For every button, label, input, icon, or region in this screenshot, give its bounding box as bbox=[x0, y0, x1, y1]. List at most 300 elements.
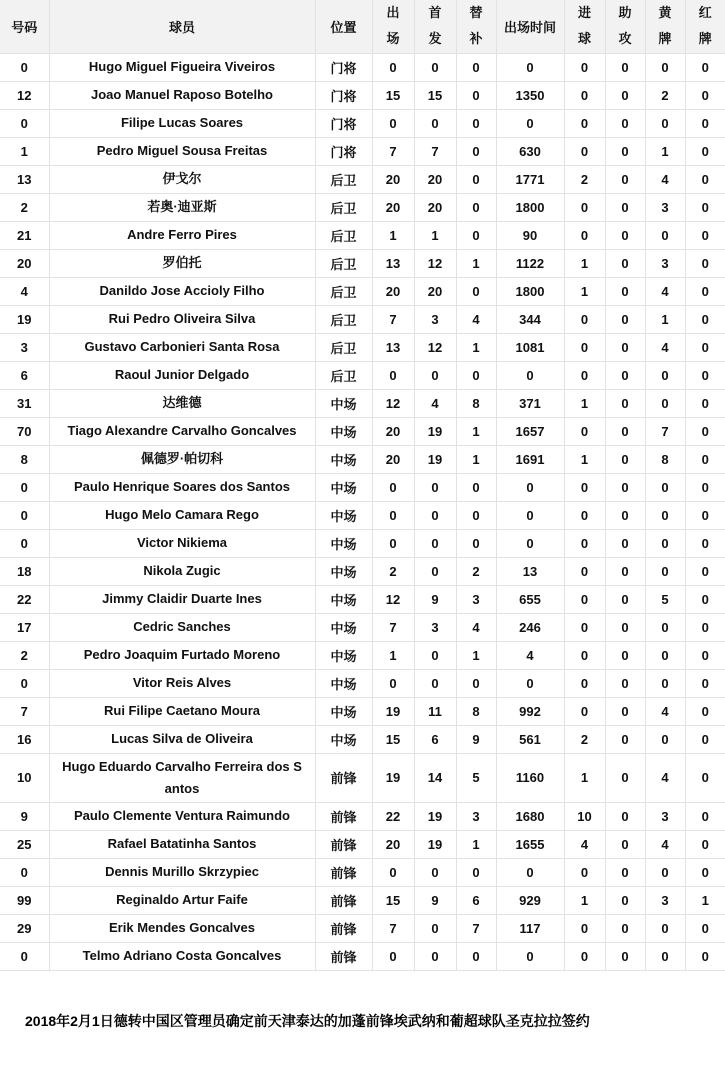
cell-appearances: 0 bbox=[372, 942, 414, 970]
cell-assists: 0 bbox=[605, 109, 645, 137]
cell-goals: 0 bbox=[564, 109, 605, 137]
column-header-red-cards bbox=[685, 0, 725, 53]
column-header-label: 出场时间 bbox=[503, 19, 556, 35]
column-header-label: 球员 bbox=[168, 19, 195, 35]
cell-starts: 12 bbox=[414, 249, 456, 277]
cell-substitute: 4 bbox=[456, 305, 496, 333]
cell-player: 佩德罗·帕切科 bbox=[49, 445, 315, 473]
cell-yellow-cards: 4 bbox=[645, 333, 685, 361]
cell-player: Erik Mendes Goncalves bbox=[49, 914, 315, 942]
cell-starts: 4 bbox=[414, 389, 456, 417]
cell-goals: 1 bbox=[564, 249, 605, 277]
column-header-number bbox=[0, 0, 49, 53]
cell-yellow-cards: 4 bbox=[645, 697, 685, 725]
cell-red-cards: 0 bbox=[685, 445, 725, 473]
cell-substitute: 1 bbox=[456, 445, 496, 473]
cell-starts: 0 bbox=[414, 473, 456, 501]
cell-minutes: 630 bbox=[496, 137, 564, 165]
table-row bbox=[0, 81, 725, 109]
cell-goals: 1 bbox=[564, 753, 605, 802]
column-header-label: 红牌 bbox=[698, 5, 712, 47]
table-row bbox=[0, 445, 725, 473]
cell-goals: 0 bbox=[564, 669, 605, 697]
cell-assists: 0 bbox=[605, 81, 645, 109]
cell-number: 0 bbox=[0, 501, 49, 529]
cell-goals: 1 bbox=[564, 277, 605, 305]
cell-substitute: 1 bbox=[456, 417, 496, 445]
table-row bbox=[0, 641, 725, 669]
cell-position: 门将 bbox=[315, 53, 372, 81]
cell-substitute: 8 bbox=[456, 389, 496, 417]
cell-minutes: 4 bbox=[496, 641, 564, 669]
cell-yellow-cards: 0 bbox=[645, 725, 685, 753]
cell-player: Paulo Henrique Soares dos Santos bbox=[49, 473, 315, 501]
table-row bbox=[0, 137, 725, 165]
cell-minutes: 0 bbox=[496, 529, 564, 557]
cell-goals: 10 bbox=[564, 802, 605, 830]
cell-minutes: 1160 bbox=[496, 753, 564, 802]
cell-assists: 0 bbox=[605, 753, 645, 802]
cell-starts: 0 bbox=[414, 361, 456, 389]
cell-assists: 0 bbox=[605, 221, 645, 249]
table-row bbox=[0, 585, 725, 613]
cell-minutes: 0 bbox=[496, 669, 564, 697]
cell-red-cards: 0 bbox=[685, 137, 725, 165]
cell-minutes: 0 bbox=[496, 942, 564, 970]
cell-position: 后卫 bbox=[315, 249, 372, 277]
cell-number: 12 bbox=[0, 81, 49, 109]
table-row bbox=[0, 669, 725, 697]
cell-goals: 1 bbox=[564, 445, 605, 473]
cell-goals: 0 bbox=[564, 473, 605, 501]
cell-number: 0 bbox=[0, 109, 49, 137]
cell-substitute: 0 bbox=[456, 942, 496, 970]
cell-goals: 0 bbox=[564, 361, 605, 389]
cell-substitute: 6 bbox=[456, 886, 496, 914]
cell-red-cards: 0 bbox=[685, 557, 725, 585]
cell-number: 9 bbox=[0, 802, 49, 830]
cell-substitute: 9 bbox=[456, 725, 496, 753]
cell-red-cards: 0 bbox=[685, 613, 725, 641]
cell-number: 0 bbox=[0, 529, 49, 557]
cell-position: 门将 bbox=[315, 81, 372, 109]
table-row bbox=[0, 221, 725, 249]
cell-starts: 0 bbox=[414, 53, 456, 81]
cell-minutes: 1771 bbox=[496, 165, 564, 193]
cell-position: 后卫 bbox=[315, 221, 372, 249]
cell-yellow-cards: 1 bbox=[645, 305, 685, 333]
cell-assists: 0 bbox=[605, 886, 645, 914]
cell-minutes: 0 bbox=[496, 501, 564, 529]
cell-starts: 19 bbox=[414, 445, 456, 473]
cell-substitute: 3 bbox=[456, 585, 496, 613]
cell-minutes: 344 bbox=[496, 305, 564, 333]
cell-red-cards: 0 bbox=[685, 473, 725, 501]
cell-position: 前锋 bbox=[315, 753, 372, 802]
cell-yellow-cards: 0 bbox=[645, 53, 685, 81]
cell-player: Andre Ferro Pires bbox=[49, 221, 315, 249]
cell-yellow-cards: 0 bbox=[645, 389, 685, 417]
cell-red-cards: 0 bbox=[685, 802, 725, 830]
cell-substitute: 0 bbox=[456, 858, 496, 886]
cell-substitute: 3 bbox=[456, 802, 496, 830]
cell-position: 中场 bbox=[315, 557, 372, 585]
cell-minutes: 1800 bbox=[496, 277, 564, 305]
cell-goals: 0 bbox=[564, 137, 605, 165]
cell-number: 19 bbox=[0, 305, 49, 333]
cell-position: 前锋 bbox=[315, 914, 372, 942]
cell-goals: 0 bbox=[564, 613, 605, 641]
cell-yellow-cards: 0 bbox=[645, 529, 685, 557]
cell-substitute: 0 bbox=[456, 165, 496, 193]
cell-number: 6 bbox=[0, 361, 49, 389]
cell-position: 中场 bbox=[315, 669, 372, 697]
cell-starts: 0 bbox=[414, 914, 456, 942]
table-row bbox=[0, 501, 725, 529]
cell-assists: 0 bbox=[605, 417, 645, 445]
cell-number: 25 bbox=[0, 830, 49, 858]
cell-player: Cedric Sanches bbox=[49, 613, 315, 641]
cell-minutes: 0 bbox=[496, 53, 564, 81]
cell-number: 21 bbox=[0, 221, 49, 249]
cell-assists: 0 bbox=[605, 333, 645, 361]
cell-substitute: 8 bbox=[456, 697, 496, 725]
cell-yellow-cards: 0 bbox=[645, 669, 685, 697]
table-row bbox=[0, 914, 725, 942]
column-header-yellow-cards bbox=[645, 0, 685, 53]
cell-position: 中场 bbox=[315, 641, 372, 669]
cell-minutes: 0 bbox=[496, 109, 564, 137]
cell-appearances: 0 bbox=[372, 473, 414, 501]
cell-player: Reginaldo Artur Faife bbox=[49, 886, 315, 914]
cell-number: 4 bbox=[0, 277, 49, 305]
cell-player: Rui Pedro Oliveira Silva bbox=[49, 305, 315, 333]
table-row bbox=[0, 361, 725, 389]
table-row bbox=[0, 613, 725, 641]
cell-goals: 0 bbox=[564, 858, 605, 886]
cell-appearances: 20 bbox=[372, 165, 414, 193]
cell-player: 罗伯托 bbox=[49, 249, 315, 277]
column-header-label: 助攻 bbox=[618, 5, 632, 47]
cell-appearances: 15 bbox=[372, 81, 414, 109]
cell-red-cards: 0 bbox=[685, 361, 725, 389]
cell-substitute: 0 bbox=[456, 361, 496, 389]
table-row bbox=[0, 389, 725, 417]
cell-yellow-cards: 5 bbox=[645, 585, 685, 613]
cell-player: Pedro Joaquim Furtado Moreno bbox=[49, 641, 315, 669]
cell-appearances: 20 bbox=[372, 193, 414, 221]
column-header-label: 替补 bbox=[469, 5, 483, 47]
cell-starts: 9 bbox=[414, 886, 456, 914]
cell-assists: 0 bbox=[605, 585, 645, 613]
cell-player: Rafael Batatinha Santos bbox=[49, 830, 315, 858]
cell-substitute: 7 bbox=[456, 914, 496, 942]
cell-position: 前锋 bbox=[315, 830, 372, 858]
cell-yellow-cards: 8 bbox=[645, 445, 685, 473]
cell-minutes: 1657 bbox=[496, 417, 564, 445]
cell-yellow-cards: 1 bbox=[645, 137, 685, 165]
cell-yellow-cards: 0 bbox=[645, 641, 685, 669]
cell-number: 16 bbox=[0, 725, 49, 753]
column-header-starts bbox=[414, 0, 456, 53]
cell-goals: 0 bbox=[564, 529, 605, 557]
cell-yellow-cards: 2 bbox=[645, 81, 685, 109]
cell-position: 中场 bbox=[315, 529, 372, 557]
cell-yellow-cards: 3 bbox=[645, 886, 685, 914]
cell-number: 20 bbox=[0, 249, 49, 277]
table-row bbox=[0, 305, 725, 333]
cell-red-cards: 0 bbox=[685, 697, 725, 725]
cell-appearances: 7 bbox=[372, 305, 414, 333]
cell-appearances: 13 bbox=[372, 249, 414, 277]
cell-player: Victor Nikiema bbox=[49, 529, 315, 557]
cell-position: 后卫 bbox=[315, 305, 372, 333]
cell-appearances: 0 bbox=[372, 501, 414, 529]
cell-red-cards: 0 bbox=[685, 641, 725, 669]
cell-red-cards: 0 bbox=[685, 305, 725, 333]
cell-substitute: 1 bbox=[456, 830, 496, 858]
cell-red-cards: 0 bbox=[685, 221, 725, 249]
table-row bbox=[0, 529, 725, 557]
cell-substitute: 1 bbox=[456, 249, 496, 277]
cell-red-cards: 0 bbox=[685, 277, 725, 305]
cell-starts: 3 bbox=[414, 305, 456, 333]
cell-appearances: 12 bbox=[372, 389, 414, 417]
cell-red-cards: 0 bbox=[685, 942, 725, 970]
cell-substitute: 4 bbox=[456, 613, 496, 641]
cell-assists: 0 bbox=[605, 830, 645, 858]
cell-starts: 7 bbox=[414, 137, 456, 165]
cell-yellow-cards: 0 bbox=[645, 557, 685, 585]
cell-substitute: 0 bbox=[456, 529, 496, 557]
table-row bbox=[0, 697, 725, 725]
cell-appearances: 2 bbox=[372, 557, 414, 585]
column-header-label: 进球 bbox=[577, 5, 591, 47]
cell-substitute: 0 bbox=[456, 109, 496, 137]
cell-starts: 3 bbox=[414, 613, 456, 641]
cell-position: 中场 bbox=[315, 473, 372, 501]
cell-appearances: 12 bbox=[372, 585, 414, 613]
cell-goals: 0 bbox=[564, 697, 605, 725]
cell-red-cards: 0 bbox=[685, 501, 725, 529]
column-header-label: 号码 bbox=[11, 19, 38, 35]
cell-yellow-cards: 7 bbox=[645, 417, 685, 445]
cell-red-cards: 0 bbox=[685, 249, 725, 277]
cell-appearances: 1 bbox=[372, 641, 414, 669]
cell-number: 29 bbox=[0, 914, 49, 942]
cell-red-cards: 0 bbox=[685, 389, 725, 417]
cell-minutes: 246 bbox=[496, 613, 564, 641]
cell-goals: 0 bbox=[564, 942, 605, 970]
cell-position: 中场 bbox=[315, 697, 372, 725]
cell-goals: 0 bbox=[564, 417, 605, 445]
cell-appearances: 0 bbox=[372, 109, 414, 137]
table-header-row bbox=[0, 0, 725, 53]
column-header-assists bbox=[605, 0, 645, 53]
cell-position: 后卫 bbox=[315, 333, 372, 361]
column-header-label: 位置 bbox=[330, 19, 357, 35]
cell-red-cards: 0 bbox=[685, 417, 725, 445]
cell-yellow-cards: 0 bbox=[645, 109, 685, 137]
cell-red-cards: 0 bbox=[685, 914, 725, 942]
table-row bbox=[0, 557, 725, 585]
cell-appearances: 7 bbox=[372, 137, 414, 165]
cell-starts: 20 bbox=[414, 277, 456, 305]
cell-goals: 0 bbox=[564, 305, 605, 333]
cell-number: 0 bbox=[0, 669, 49, 697]
cell-red-cards: 0 bbox=[685, 529, 725, 557]
cell-player: Hugo Melo Camara Rego bbox=[49, 501, 315, 529]
cell-goals: 2 bbox=[564, 165, 605, 193]
cell-player: Jimmy Claidir Duarte Ines bbox=[49, 585, 315, 613]
cell-starts: 0 bbox=[414, 529, 456, 557]
cell-starts: 0 bbox=[414, 109, 456, 137]
cell-player: Tiago Alexandre Carvalho Goncalves bbox=[49, 417, 315, 445]
cell-yellow-cards: 3 bbox=[645, 249, 685, 277]
cell-minutes: 1800 bbox=[496, 193, 564, 221]
column-header-appearances bbox=[372, 0, 414, 53]
cell-starts: 0 bbox=[414, 641, 456, 669]
cell-assists: 0 bbox=[605, 193, 645, 221]
cell-substitute: 5 bbox=[456, 753, 496, 802]
cell-substitute: 1 bbox=[456, 641, 496, 669]
cell-assists: 0 bbox=[605, 557, 645, 585]
cell-yellow-cards: 0 bbox=[645, 942, 685, 970]
table-row bbox=[0, 277, 725, 305]
cell-number: 18 bbox=[0, 557, 49, 585]
cell-assists: 0 bbox=[605, 165, 645, 193]
cell-player: Hugo Eduardo Carvalho Ferreira dos Santos bbox=[49, 753, 315, 802]
cell-assists: 0 bbox=[605, 53, 645, 81]
column-header-label: 出场 bbox=[386, 5, 400, 47]
cell-yellow-cards: 0 bbox=[645, 501, 685, 529]
table-row bbox=[0, 53, 725, 81]
cell-number: 31 bbox=[0, 389, 49, 417]
cell-number: 0 bbox=[0, 53, 49, 81]
table-row bbox=[0, 858, 725, 886]
cell-yellow-cards: 0 bbox=[645, 473, 685, 501]
cell-appearances: 20 bbox=[372, 277, 414, 305]
cell-appearances: 0 bbox=[372, 53, 414, 81]
cell-starts: 14 bbox=[414, 753, 456, 802]
column-header-position bbox=[315, 0, 372, 53]
cell-minutes: 371 bbox=[496, 389, 564, 417]
cell-appearances: 0 bbox=[372, 669, 414, 697]
table-row bbox=[0, 165, 725, 193]
cell-player: 达维德 bbox=[49, 389, 315, 417]
cell-position: 后卫 bbox=[315, 165, 372, 193]
cell-yellow-cards: 4 bbox=[645, 830, 685, 858]
cell-number: 0 bbox=[0, 942, 49, 970]
cell-assists: 0 bbox=[605, 858, 645, 886]
cell-starts: 19 bbox=[414, 417, 456, 445]
cell-yellow-cards: 0 bbox=[645, 914, 685, 942]
cell-player: Dennis Murillo Skrzypiec bbox=[49, 858, 315, 886]
cell-starts: 19 bbox=[414, 802, 456, 830]
cell-substitute: 0 bbox=[456, 277, 496, 305]
cell-assists: 0 bbox=[605, 473, 645, 501]
cell-player: Joao Manuel Raposo Botelho bbox=[49, 81, 315, 109]
cell-position: 中场 bbox=[315, 585, 372, 613]
cell-minutes: 0 bbox=[496, 858, 564, 886]
cell-number: 3 bbox=[0, 333, 49, 361]
cell-red-cards: 0 bbox=[685, 109, 725, 137]
cell-player: Danildo Jose Accioly Filho bbox=[49, 277, 315, 305]
cell-assists: 0 bbox=[605, 305, 645, 333]
cell-goals: 0 bbox=[564, 557, 605, 585]
cell-assists: 0 bbox=[605, 669, 645, 697]
cell-red-cards: 0 bbox=[685, 753, 725, 802]
cell-player: Hugo Miguel Figueira Viveiros bbox=[49, 53, 315, 81]
cell-appearances: 19 bbox=[372, 697, 414, 725]
cell-red-cards: 1 bbox=[685, 886, 725, 914]
table-row bbox=[0, 753, 725, 802]
cell-position: 中场 bbox=[315, 417, 372, 445]
cell-player: Rui Filipe Caetano Moura bbox=[49, 697, 315, 725]
cell-number: 10 bbox=[0, 753, 49, 802]
cell-minutes: 1350 bbox=[496, 81, 564, 109]
cell-assists: 0 bbox=[605, 501, 645, 529]
cell-goals: 0 bbox=[564, 221, 605, 249]
cell-appearances: 20 bbox=[372, 445, 414, 473]
cell-number: 2 bbox=[0, 193, 49, 221]
cell-assists: 0 bbox=[605, 914, 645, 942]
cell-number: 7 bbox=[0, 697, 49, 725]
cell-substitute: 0 bbox=[456, 81, 496, 109]
cell-appearances: 7 bbox=[372, 914, 414, 942]
cell-assists: 0 bbox=[605, 529, 645, 557]
cell-player: Filipe Lucas Soares bbox=[49, 109, 315, 137]
cell-number: 2 bbox=[0, 641, 49, 669]
cell-appearances: 22 bbox=[372, 802, 414, 830]
cell-starts: 0 bbox=[414, 858, 456, 886]
cell-goals: 0 bbox=[564, 501, 605, 529]
cell-substitute: 0 bbox=[456, 473, 496, 501]
cell-yellow-cards: 4 bbox=[645, 753, 685, 802]
cell-assists: 0 bbox=[605, 697, 645, 725]
cell-goals: 0 bbox=[564, 914, 605, 942]
cell-position: 前锋 bbox=[315, 942, 372, 970]
cell-number: 13 bbox=[0, 165, 49, 193]
cell-substitute: 0 bbox=[456, 221, 496, 249]
cell-player: Gustavo Carbonieri Santa Rosa bbox=[49, 333, 315, 361]
cell-minutes: 1081 bbox=[496, 333, 564, 361]
column-header-label: 首发 bbox=[428, 5, 442, 47]
cell-minutes: 0 bbox=[496, 361, 564, 389]
cell-minutes: 13 bbox=[496, 557, 564, 585]
cell-goals: 0 bbox=[564, 333, 605, 361]
cell-starts: 20 bbox=[414, 165, 456, 193]
table-row bbox=[0, 886, 725, 914]
cell-appearances: 13 bbox=[372, 333, 414, 361]
cell-starts: 6 bbox=[414, 725, 456, 753]
table-row bbox=[0, 802, 725, 830]
news-note: 2018年2月1日德转中国区管理员确定前天津泰达的加蓬前锋埃武纳和葡超球队圣克拉拉签约 bbox=[25, 1012, 590, 1029]
cell-number: 17 bbox=[0, 613, 49, 641]
cell-position: 前锋 bbox=[315, 858, 372, 886]
cell-goals: 0 bbox=[564, 585, 605, 613]
column-header-substitute bbox=[456, 0, 496, 53]
cell-assists: 0 bbox=[605, 613, 645, 641]
cell-minutes: 90 bbox=[496, 221, 564, 249]
cell-assists: 0 bbox=[605, 137, 645, 165]
cell-appearances: 15 bbox=[372, 725, 414, 753]
cell-substitute: 0 bbox=[456, 193, 496, 221]
cell-red-cards: 0 bbox=[685, 165, 725, 193]
cell-number: 99 bbox=[0, 886, 49, 914]
cell-starts: 1 bbox=[414, 221, 456, 249]
cell-appearances: 15 bbox=[372, 886, 414, 914]
